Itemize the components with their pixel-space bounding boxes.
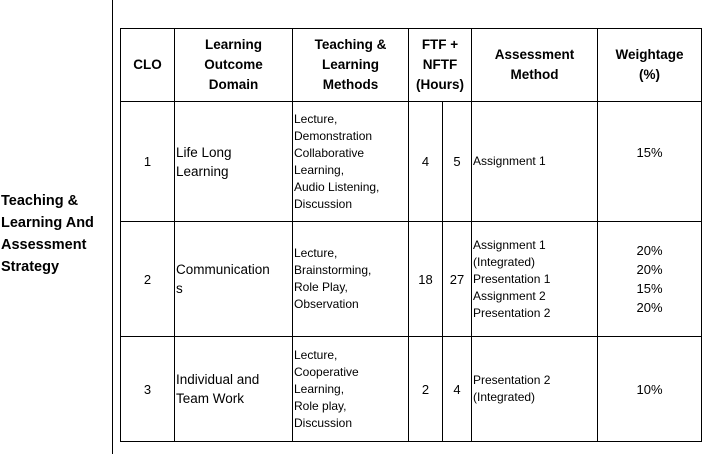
section-label-line: Teaching & bbox=[1, 193, 79, 209]
assessment-method bbox=[472, 222, 598, 337]
method-line: Role Play, bbox=[294, 280, 348, 294]
clo-number: 3 bbox=[121, 337, 175, 442]
domain-line: Life Long bbox=[176, 144, 232, 160]
domain-line: Learning bbox=[176, 163, 229, 179]
header-domain bbox=[175, 29, 293, 102]
domain-line: Individual and bbox=[176, 372, 260, 387]
header-methods bbox=[293, 29, 409, 102]
weightage-value: 10% bbox=[636, 381, 663, 397]
assessment-line: Assignment 2 bbox=[473, 288, 546, 303]
method-line: Lecture, bbox=[294, 246, 338, 260]
outcome-domain bbox=[175, 337, 293, 442]
teaching-methods bbox=[293, 222, 409, 337]
method-line: Learning, bbox=[294, 162, 345, 177]
header-assessment bbox=[472, 29, 598, 102]
nftf-hours: 4 bbox=[443, 337, 472, 442]
header-clo: CLO bbox=[121, 29, 175, 102]
assessment-line: Assignment 1 bbox=[473, 237, 546, 252]
weightage-value: 20% bbox=[636, 243, 663, 258]
section-label-line: Strategy bbox=[1, 259, 60, 275]
ftf-hours: 4 bbox=[409, 102, 443, 222]
weightage bbox=[598, 102, 702, 222]
method-line: Cooperative bbox=[294, 364, 359, 379]
method-line: Discussion bbox=[294, 196, 353, 211]
assessment-line: Presentation 1 bbox=[473, 271, 551, 286]
assessment-method bbox=[472, 337, 598, 442]
weightage bbox=[598, 337, 702, 442]
teaching-methods bbox=[293, 102, 409, 222]
assessment-line: (Integrated) bbox=[473, 254, 536, 269]
assessment-line: Assignment 1 bbox=[473, 154, 546, 168]
table-row bbox=[121, 222, 702, 337]
method-line: Discussion bbox=[294, 415, 353, 430]
nftf-hours: 5 bbox=[443, 102, 472, 222]
outcome-domain bbox=[175, 102, 293, 222]
header-domain-line: Domain bbox=[208, 77, 259, 92]
method-line: Observation bbox=[294, 297, 359, 311]
weightage-value: 20% bbox=[636, 300, 663, 315]
method-line: Audio Listening, bbox=[294, 179, 380, 194]
header-weightage-line: (%) bbox=[639, 67, 660, 82]
ftf-hours: 2 bbox=[409, 337, 443, 442]
header-methods-line: Learning bbox=[321, 57, 379, 72]
weightage-value: 15% bbox=[636, 281, 663, 296]
header-assessment-line: Method bbox=[510, 67, 559, 82]
domain-line: Communication bbox=[176, 262, 270, 277]
assessment-line: (Integrated) bbox=[473, 390, 536, 404]
clo-number: 1 bbox=[121, 102, 175, 222]
assessment-line: Presentation 2 bbox=[473, 373, 551, 387]
weightage bbox=[598, 222, 702, 337]
table-row bbox=[121, 102, 702, 222]
header-assessment-line: Assessment bbox=[494, 47, 575, 62]
header-weightage bbox=[598, 29, 702, 102]
domain-line: s bbox=[176, 281, 183, 296]
outcome-domain bbox=[175, 222, 293, 337]
header-row bbox=[121, 29, 702, 102]
assessment-method bbox=[472, 102, 598, 222]
header-domain-line: Outcome bbox=[204, 57, 263, 72]
method-line: Learning, bbox=[294, 381, 345, 396]
method-line: Brainstorming, bbox=[294, 263, 372, 277]
header-hours-line: (Hours) bbox=[416, 77, 464, 92]
table-row bbox=[121, 337, 702, 442]
assessment-line: Presentation 2 bbox=[473, 305, 551, 320]
header-hours-line: FTF + bbox=[421, 37, 459, 52]
weightage-value: 20% bbox=[636, 262, 663, 277]
method-line: Collaborative bbox=[294, 145, 365, 160]
section-label bbox=[1, 190, 111, 278]
header-weightage-line: Weightage bbox=[615, 47, 684, 62]
teaching-methods bbox=[293, 337, 409, 442]
clo-table bbox=[120, 28, 702, 442]
header-methods-line: Teaching & bbox=[314, 37, 387, 52]
section-label-line: Learning And bbox=[1, 215, 94, 231]
weightage-value: 15% bbox=[636, 145, 663, 160]
method-line: Lecture, bbox=[294, 111, 338, 126]
header-methods-line: Methods bbox=[322, 77, 379, 92]
nftf-hours: 27 bbox=[443, 222, 472, 337]
left-divider-line bbox=[112, 0, 113, 454]
ftf-hours: 18 bbox=[409, 222, 443, 337]
method-line: Demonstration bbox=[294, 128, 373, 143]
clo-number: 2 bbox=[121, 222, 175, 337]
method-line: Lecture, bbox=[294, 347, 338, 362]
domain-line: Team Work bbox=[176, 391, 245, 406]
header-domain-line: Learning bbox=[204, 37, 262, 52]
method-line: Role play, bbox=[294, 398, 347, 413]
header-hours bbox=[409, 29, 472, 102]
header-hours-line: NFTF bbox=[422, 57, 458, 72]
section-label-line: Assessment bbox=[1, 237, 87, 253]
